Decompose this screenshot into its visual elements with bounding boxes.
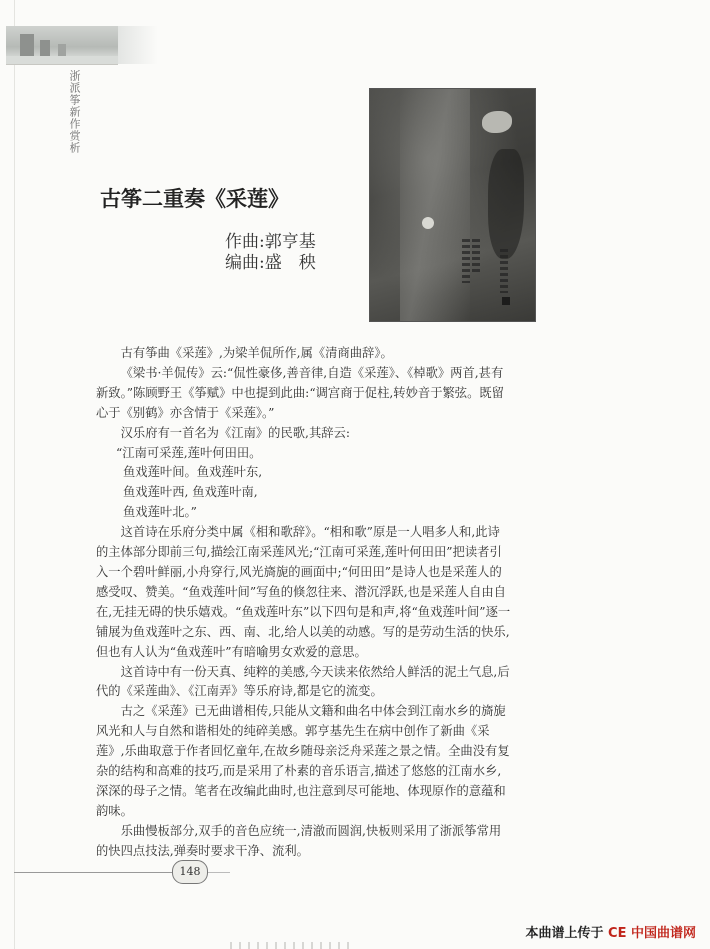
skyline-building — [58, 44, 66, 56]
upload-watermark — [525, 922, 696, 941]
page-gutter-line — [14, 0, 15, 949]
painting-bird — [482, 111, 512, 133]
composer-credit: 作曲:郭亨基 — [225, 232, 316, 252]
painting-inscription — [500, 249, 508, 293]
paragraph: 这首诗中有一份天真、纯粹的美感,今天读来依然给人鲜活的泥土气息,后代的《采莲曲》、《江南弄》等乐府诗,都是它的流变。 — [96, 664, 510, 699]
painting-foliage — [488, 149, 524, 259]
site-logo-icon: CE — [608, 926, 627, 941]
series-label: 浙派筝新作赏析 — [68, 70, 81, 154]
poem-line: 鱼戏莲叶西, 鱼戏莲叶南, — [123, 485, 258, 500]
lotus-painting-illustration — [369, 88, 536, 322]
paragraph: 这首诗在乐府分类中属《相和歌辞》。“相和歌”原是一人唱多人和,此诗的主体部分即前三句,描绘江南采莲风光;“江南可采莲,莲叶何田田”把读者引入一个碧叶鲜丽,小舟穿行,风光旖旎的画面中;“何田田”是诗人也是采莲人的感受叹、赞美。“鱼戏莲叶间”写鱼的倏忽往来、潜沉浮跃,也是采莲人自由自在,无挂无碍的快乐嬉戏。“鱼戏莲叶东”以下四句是和声,将“鱼戏莲叶间”逐一铺展为鱼戏莲叶之东、西、南、北,给人以美的动感。写的是劳动生活的快乐,但也有人认为“鱼戏莲叶”有暗喻男女欢爱的意思。 — [96, 525, 511, 659]
paragraph: 《梁书·羊侃传》云:“侃性豪侈,善音律,自造《采莲》、《棹歌》两首,甚有新致。”陈顾野王《筝赋》中也提到此曲:“调宫商于促柱,转妙音于繁弦。既留心于《别鹤》亦含情于《采莲》。” — [96, 365, 504, 420]
skyline-building — [40, 40, 50, 56]
skyline-building — [20, 34, 34, 56]
paragraph: 古之《采莲》已无曲谱相传,只能从文籍和曲名中体会到江南水乡的旖旎风光和人与自然和谐相处的纯碎美感。郭亨基先生在病中创作了新曲《采莲》,乐曲取意于作者回忆童年,在故乡随母亲泛舟采莲之景之情。全曲没有复杂的结构和高难的技巧,而是采用了朴素的音乐语言,描述了悠悠的江南水乡,深深的母子之情。笔者在改编此曲时,也注意到尽可能地、体现原作的意蕴和韵味。 — [96, 704, 510, 818]
article-title: 古筝二重奏《采莲》 — [100, 187, 289, 211]
arranger-credit: 编曲:盛 秧 — [225, 253, 316, 273]
painting-inscription — [462, 239, 470, 283]
paragraph: 乐曲慢板部分,双手的音色应统一,清澈而圆润,快板则采用了浙派筝常用的快四点技法,弹奏时要求干净、流利。 — [96, 823, 502, 858]
painting-seal — [502, 297, 510, 305]
page-number: 148 — [172, 860, 208, 884]
painting-inscription — [472, 239, 480, 275]
upload-note: 本曲谱上传于 — [525, 926, 604, 941]
painting-lotus-bloom — [422, 217, 434, 229]
footer-rule — [14, 872, 174, 873]
skyline-water — [6, 56, 118, 64]
scan-artifact-strip — [230, 942, 350, 949]
header-photo-fade — [118, 26, 158, 64]
paragraph: 汉乐府有一首名为《江南》的民歌,其辞云: — [120, 425, 350, 440]
poem-line: 鱼戏莲叶北。” — [123, 505, 197, 520]
paragraph: 古有筝曲《采莲》,为梁羊侃所作,属《清商曲辞》。 — [120, 346, 393, 360]
site-name: 中国曲谱网 — [630, 926, 696, 941]
header-photo — [6, 26, 118, 65]
poem-line: “江南可采莲,莲叶何田田。 — [116, 445, 262, 460]
article-body — [96, 344, 512, 862]
poem-line: 鱼戏莲叶间。鱼戏莲叶东, — [123, 465, 263, 480]
painting-stream — [400, 89, 470, 321]
